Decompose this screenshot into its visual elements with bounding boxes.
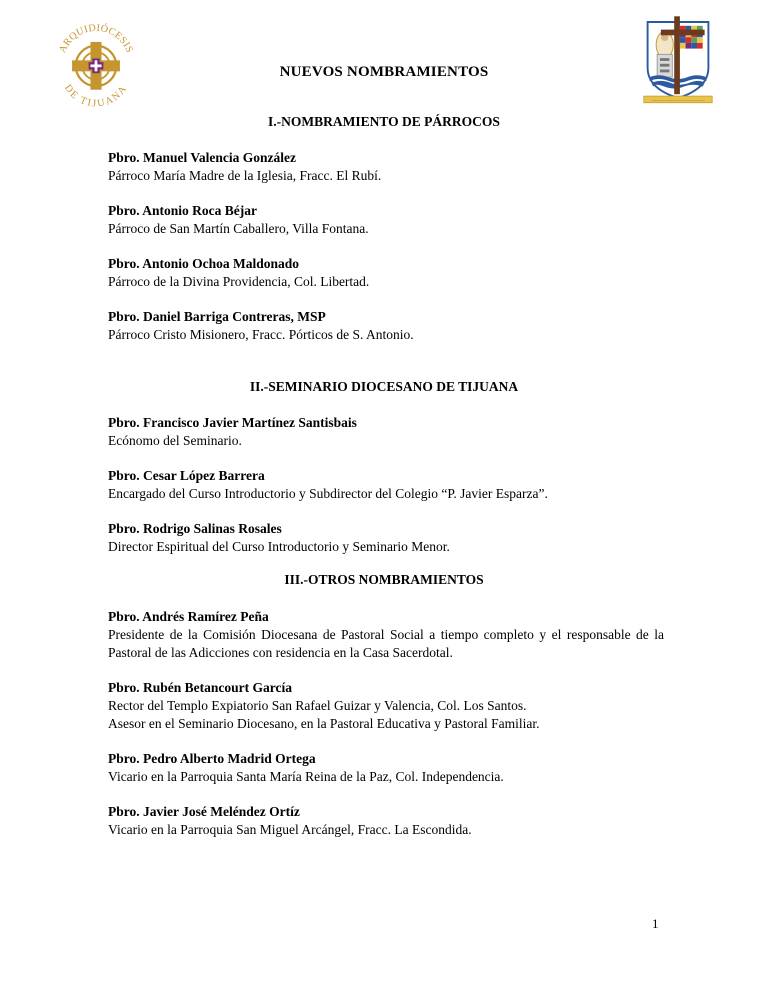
appointment-entry (108, 149, 664, 185)
section-heading-seminario: II.-SEMINARIO DIOCESANO DE TIJUANA (249, 379, 519, 394)
appointment-description: Vicario en la Parroquia San Miguel Arcángel, Fracc. La Escondida. (108, 822, 472, 837)
appointment-description: Presidente de la Comisión Diocesana de Pastoral Social a tiempo completo y el responsable de la Pastoral de las Adicciones con residencia en la Casa Sacerdotal. (108, 627, 664, 660)
priest-name: Pbro. Cesar López Barrera (108, 468, 265, 483)
priest-name: Pbro. Javier José Meléndez Ortíz (108, 804, 300, 819)
section-heading-parrocos: I.-NOMBRAMIENTO DE PÁRROCOS (268, 114, 500, 129)
priest-name: Pbro. Rubén Betancourt García (108, 680, 292, 695)
priest-name: Pbro. Pedro Alberto Madrid Ortega (108, 751, 316, 766)
priest-name: Pbro. Antonio Ochoa Maldonado (108, 256, 300, 271)
priest-name: Pbro. Daniel Barriga Contreras, MSP (108, 309, 326, 324)
appointment-entry (108, 679, 664, 733)
appointment-description: Vicario en la Parroquia Santa María Reina de la Paz, Col. Independencia. (108, 769, 504, 784)
priest-name: Pbro. Antonio Roca Béjar (108, 203, 257, 218)
section-heading-otros: III.-OTROS NOMBRAMIENTOS (284, 572, 484, 587)
priest-name: Pbro. Andrés Ramírez Peña (108, 609, 269, 624)
priest-name: Pbro. Rodrigo Salinas Rosales (108, 521, 282, 536)
appointment-entry (108, 750, 664, 786)
appointment-entry (108, 520, 664, 556)
appointment-description: Asesor en el Seminario Diocesano, en la Pastoral Educativa y Pastoral Familiar. (108, 716, 540, 731)
appointment-description: Párroco María Madre de la Iglesia, Fracc. El Rubí. (108, 168, 382, 183)
appointment-description: Ecónomo del Seminario. (108, 433, 242, 448)
page-number: 1 (652, 916, 659, 931)
appointment-description: Párroco Cristo Misionero, Fracc. Pórticos de S. Antonio. (108, 327, 414, 342)
appointment-entry (108, 255, 664, 291)
appointment-entry (108, 803, 664, 839)
appointment-description: Director Espiritual del Curso Introductorio y Seminario Menor. (108, 539, 450, 554)
priest-name: Pbro. Francisco Javier Martínez Santisbais (108, 415, 357, 430)
appointment-entry (108, 414, 664, 450)
svg-text:ARQUIDIÓCESIS: ARQUIDIÓCESIS (57, 22, 135, 55)
svg-text:DE TIJUANA: DE TIJUANA (62, 82, 130, 110)
svg-text:~~~~~~~~~~~~~~~~~~~~: ~~~~~~~~~~~~~~~~~~~~ (651, 98, 705, 103)
coat-of-arms-logo (640, 14, 716, 106)
priest-name: Pbro. Manuel Valencia González (108, 150, 296, 165)
appointment-entry (108, 202, 664, 238)
appointment-description: Rector del Templo Expiatorio San Rafael Guizar y Valencia, Col. Los Santos. (108, 698, 527, 713)
appointment-description: Párroco de San Martín Caballero, Villa Fontana. (108, 221, 369, 236)
appointment-entry (108, 608, 664, 662)
appointment-description: Párroco de la Divina Providencia, Col. Libertad. (108, 274, 370, 289)
document-title: NUEVOS NOMBRAMIENTOS (279, 64, 489, 80)
appointment-entry (108, 308, 664, 344)
appointment-entry (108, 467, 664, 503)
appointment-description: Encargado del Curso Introductorio y Subdirector del Colegio “P. Javier Esparza”. (108, 486, 548, 501)
